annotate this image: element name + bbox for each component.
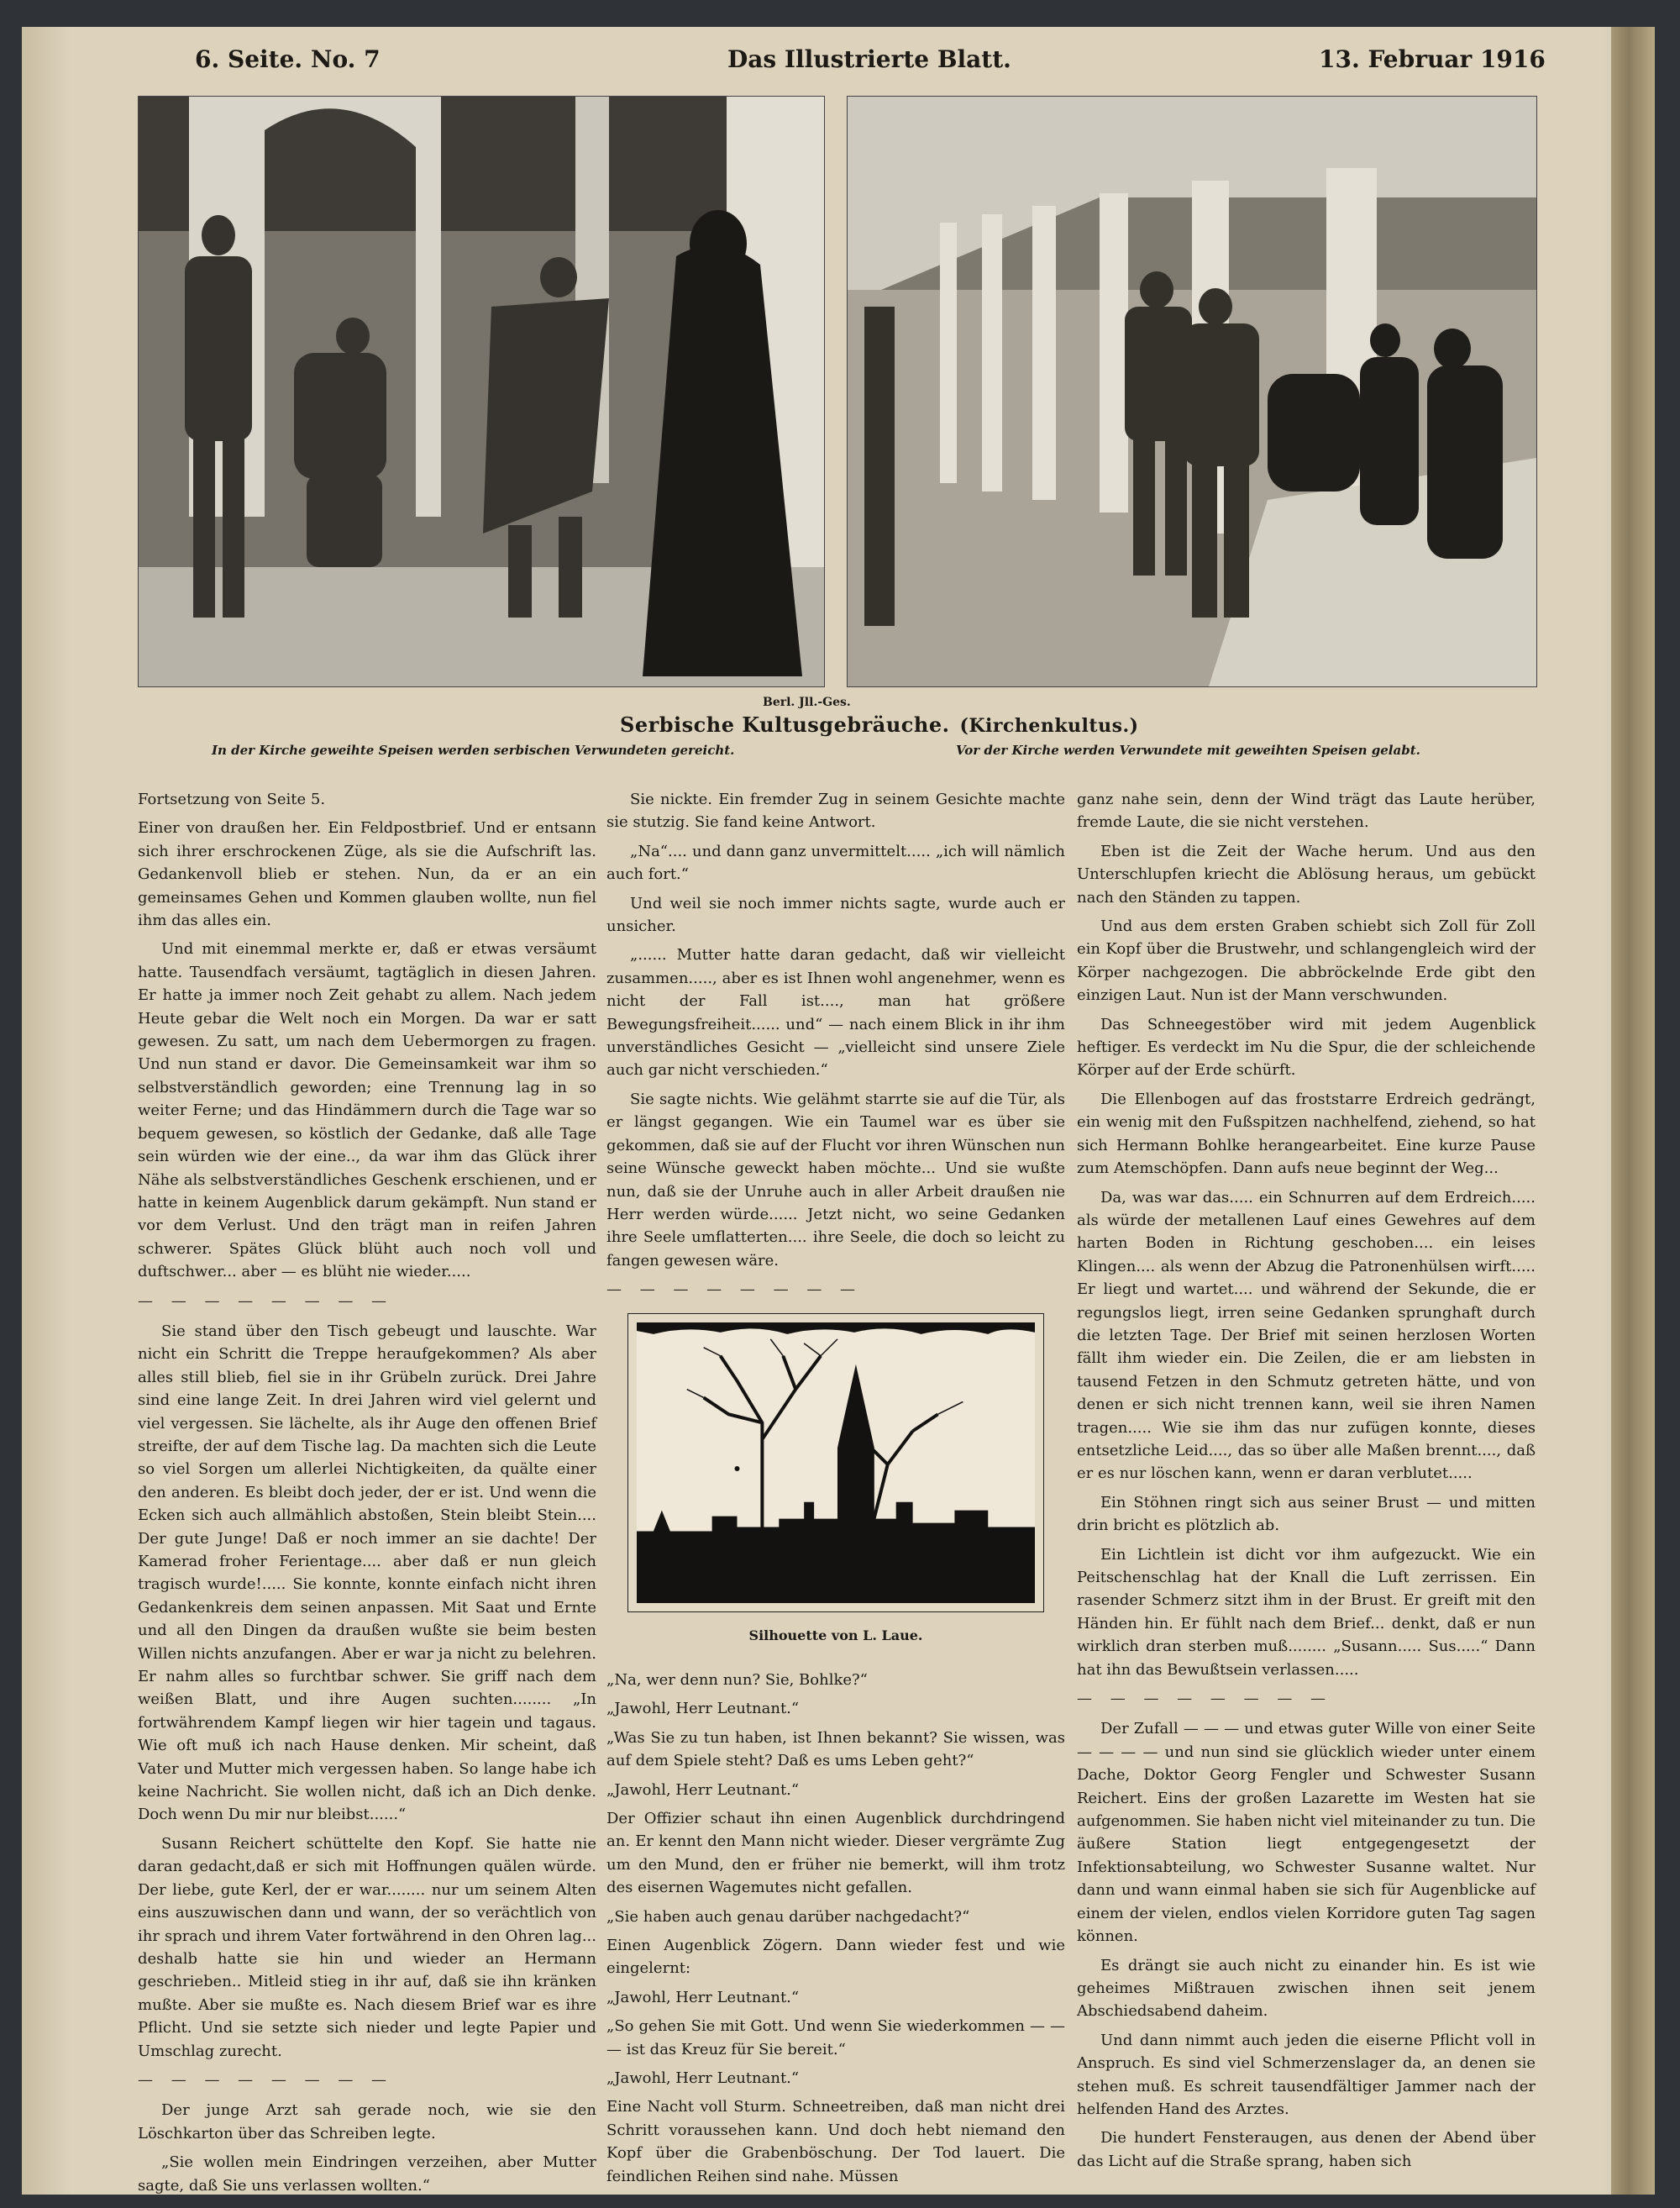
paragraph: Einen Augenblick Zögern. Dann wieder fest und wie eingelernt: [606,1937,1065,1978]
page-number: 6. Seite. No. 7 [195,45,381,73]
paragraph: Der junge Arzt sah gerade noch, wie sie den Löschkarton über das Schreiben legte. [138,2101,596,2142]
paragraph: Susann Reichert schüttelte den Kopf. Sie hatte nie daran gedacht,daß er sich mit Hoffnungen quälen würde. Der liebe, gute Kerl, der er war........ nur um seinem Alten eins auszuwischen dann und wann, der so verächtlich von ihr sprach und ihrem Vater fortwährend in den Ohren lag... deshalb hatte sie hin und wieder an Hermann geschrieben.. Mitleid stieg in ihr auf, daß sie ihn kränken mußte. Aber sie mußte es. Nach diesem Brief war es ihre Pflicht. Und sie setzte sich nieder und legte Papier und Umschlag zurecht. [138,1834,596,2060]
binding-edge [1611,27,1655,2195]
paragraph: ganz nahe sein, denn der Wind trägt das Laute herüber, fremde Laute, die sie nicht verstehen. [1077,791,1536,832]
continuation-note: Fortsetzung von Seite 5. [138,791,326,808]
silhouette-cityscape [637,1322,1035,1603]
newspaper-title: Das Illustrierte Blatt. [727,45,1011,73]
paragraph: Ein Lichtlein ist dicht vor ihm aufgezuckt. Wie ein Peitschenschlag hat der Knall die Luft zerrissen. Ein rasender Schmerz sitzt ihm in der Brust. Er greift mit den Händen hin. Er fühlt nach dem Brief... denkt, daß er nun wirklich dran sterben muß........ „Susann..... Sus.....“ Dann hat ihn das Bewußtsein verlassen..... [1077,1545,1536,1679]
issue-date: 13. Februar 1916 [1319,45,1546,73]
caption-title-text: Serbische Kultusgebräuche. [620,712,950,737]
photo-right-illustration [848,97,1536,686]
paragraph: Eben ist die Zeit der Wache herum. Und aus den Unterschlupfen kriecht die Ablösung heraus, um gebückt nach den Ständen zu tappen. [1077,842,1536,907]
paragraph: Sie nickte. Ein fremder Zug in seinem Gesichte machte sie stutzig. Sie fand keine Antwort. [606,791,1065,832]
paragraph: Die Ellenbogen auf das froststarre Erdreich gedrängt, ein wenig mit den Fußspitzen nachhelfend, ziehend, so hat sich Hermann Bohlke herangearbeitet. Eine kurze Pause zum Atemschöpfen. Dann aufs neue beginnt der Weg... [1077,1090,1536,1178]
silhouette-caption: Silhouette von L. Laue. [748,1627,923,1643]
caption-subtitle: (Kirchenkultus.) [959,715,1139,737]
dialogue-line: „Was Sie zu tun haben, ist Ihnen bekannt? Sie wissen, was auf dem Spiele steht? Daß es ums Leben geht?“ [606,1728,1065,1770]
newspaper-page [22,27,1655,2195]
dialogue-line: „Jawohl, Herr Leutnant.“ [606,1780,800,1799]
section-separator: — — — — — — — — [138,2070,394,2089]
paragraph: Einer von draußen her. Ein Feldpostbrief. Und er entsann sich ihrer erschrockenen Züge, als sie die Aufschrift las. Gedankenvoll blieb er stehen. Nun, da er an ein gemeinsames Gehen und Kommen glauben wollte, nun fiel ihm das alles ein. [138,819,596,930]
dialogue-line: „Sie haben auch genau darüber nachgedacht?“ [606,1907,970,1926]
photo-church-interior [138,96,825,687]
paragraph: Und aus dem ersten Graben schiebt sich Zoll für Zoll ein Kopf über die Brustwehr, und schlangengleich wird der Körper nachgezogen. Die abbröckelnde Erde gibt den einzigen Laut. Nun ist der Mann verschwunden. [1077,917,1536,1005]
paragraph: Da, was war das..... ein Schnurren auf dem Erdreich..... als würde der metallenen Lauf eines Gewehres auf dem harten Boden in Richtung geschoben.... ein leises Klingen.... als wenn der Abzug die Patronenhülsen wirft..... Er liegt und wartet.... und während der Sekunde, die er regungslos liegt, irren seine Gedanken sprunghaft durch die letzten Tage. Der Brief mit seinen herzlosen Worten fällt ihm wieder ein. Die Zeilen, die er am liebsten in tausend Fetzen in den Schmutz getreten hätte, und von denen er sich nicht trennen kann, weil sie ihren Namen tragen..... Wie sie ihm das nur zufügen konnte, dieses entsetzliche Leid...., das so über alle Maßen brennt...., daß er es nur löschen kann, wenn er daran verblutet..... [1077,1188,1536,1483]
paragraph: Sie sagte nichts. Wie gelähmt starrte sie auf die Tür, als er längst gegangen. Wie ein Taumel war es über sie gekommen, daß sie auf der Flucht vor ihren Wünschen nun seine Wünsche geweckt haben möchte... Und sie wußte nun, daß sie der Unruhe auch in aller Arbeit draußen nie Herr werden würde...... Jetzt nicht, wo seine Gedanken ihre Seele umflatterten.... ihre Seele, die doch so leicht zu fangen gewesen wäre. [606,1090,1065,1270]
paragraph: Und mit einemmal merkte er, daß er etwas versäumt hatte. Tausendfach versäumt, tagtäglich in diesen Jahren. Er hatte ja immer noch Zeit gehabt zu allem. Nach jedem Heute gebar die Welt noch ein Morgen. Da war er satt gewesen. Zu satt, um nach dem Uebermorgen zu fragen. Und nun stand er davor. Die Gemeinsamkeit war ihm so selbstverständlich geworden; eine Trennung lag in so weiter Ferne; und das Hindämmern durch die Tage war so bequem gewesen, so köstlich der Gedanke, daß alle Tage sein würden wie der eine.., da war ihm das Glück ihrer Nähe als selbstverständliches Geschenk erschienen, und er hatte in keinem Augenblick darum gekämpft. Nun stand er vor dem Verlust. Und den trägt man in reifen Jahren schwerer. Spätes Glück blüht auch noch voll und duftschwer... aber — es blüht nie wieder..... [138,940,596,1281]
paragraph: Die hundert Fensteraugen, aus denen der Abend über das Licht auf die Straße sprang, haben sich [1077,2129,1536,2170]
section-separator: — — — — — — — — [606,1280,863,1299]
paragraph: Der Offizier schaut ihn einen Augenblick durchdringend an. Er kennt den Mann nicht wieder. Dieser vergrämte Zug um den Mund, den er früher nie bemerkt, will ihm trotz des eisernen Wagemutes nicht gefallen. [606,1809,1065,1897]
dialogue-line: „Jawohl, Herr Leutnant.“ [606,2069,800,2088]
paragraph: Der Zufall — — — und etwas guter Wille von einer Seite — — — — und nun sind sie glücklich wieder unter einem Dache, Doktor Georg Fengler und Schwester Susann Reichert. Eins der großen Lazarette im Westen hat sie aufgenommen. Sie haben nicht viel miteinander zu tun. Die äußere Station liegt entgegengesetzt der Infektionsabteilung, wo Schwester Susanne waltet. Nur dann und wann einmal haben sie sich für Augenblicke auf einem der vielen, endlos vielen Korridore guten Tag sagen können. [1077,1720,1536,1946]
silhouette-illustration [627,1313,1044,1612]
paragraph: „...... Mutter hatte daran gedacht, daß wir vielleicht zusammen....., aber es ist Ihnen wohl angenehmer, wenn es nicht der Fall ist...., man hat größere Bewegungsfreiheit...... und“ — nach einem Blick in ihr ihm unverständliches Gesicht — „vielleicht sind unsere Ziele auch gar nicht verschieden.“ [606,946,1065,1080]
paragraph: Sie stand über den Tisch gebeugt und lauschte. War nicht ein Schritt die Treppe heraufgekommen? Als aber alles still blieb, fiel sie in ihr Grübeln zurück. Drei Jahre sind eine lange Zeit. In drei Jahren wird viel gelernt und viel vergessen. Sie lächelte, als ihr Auge den offenen Brief streifte, der auf dem Tische lag. Da machten sich die Leute so viel Sorgen um allerlei Nichtigkeiten, da quälte einer den anderen. Es bleibt doch jeder, der er ist. Und wenn die Ecken sich auch allmählich abstoßen, Stein bleibt Stein.... Der gute Junge! Daß er noch immer an sie dachte! Der Kamerad froher Ferientage.... aber daß er nun gleich tragisch wurde!..... Sie konnte, konnte einfach nicht ihren Gedankenkreis dem seinen anpassen. Mit Saat und Ernte und all den Dingen da draußen wußte sie beim besten Willen nichts anzufangen. Aber er war ja nicht zu belehren. Er nahm alles so furchtbar schwer. Sie griff nach dem weißen Blatt, und ihre Augen suchten........ „In fortwährendem Kampf liegen wir hier tagein und tagaus. Wie oft muß ich nach Hause denken. Mir scheint, daß Vater und Mutter mich vergessen haben. So lange habe ich keine Nachricht. Sie wollen nicht, daß ich an Dich denke. Doch wenn Du mir nur bleibst......“ [138,1322,596,1824]
dialogue-line: „Na, wer denn nun? Sie, Bohlke?“ [606,1670,868,1689]
paragraph: „Na“.... und dann ganz unvermittelt..... „ich will nämlich auch fort.“ [606,842,1065,884]
photo-caption-title [620,712,1139,737]
paragraph: Das Schneegestöber wird mit jedem Augenblick heftiger. Es verdeckt im Nu die Spur, die der schleichende Körper auf der Erde schürft. [1077,1015,1536,1080]
paragraph: Und dann nimmt auch jeden die eiserne Pflicht voll in Anspruch. Es sind viel Schmerzenslager da, an denen sie stehen muß. Es schreit tausendfältiger Jammer nach der helfenden Hand des Arztes. [1077,2031,1536,2118]
paragraph: Eine Nacht voll Sturm. Schneetreiben, daß man nicht drei Schritt voraussehen kann. Und doch hebt niemand den Kopf über die Grabenböschung. Der Tod lauert. Die feindlichen Reihen sind nahe. Müssen [606,2098,1065,2185]
paragraph: „Sie wollen mein Eindringen verzeihen, aber Mutter sagte, daß Sie uns verlassen wollten.“ [138,2153,596,2195]
text-column-3 [1077,788,1536,2179]
dialogue-line: „Jawohl, Herr Leutnant.“ [606,1700,800,1718]
paragraph: Ein Stöhnen ringt sich aus seiner Brust — und mitten drin bricht es plötzlich ab. [1077,1493,1536,1535]
section-separator: — — — — — — — — [138,1291,394,1310]
caption-right-photo: Vor der Kirche werden Verwundete mit geweihten Speisen gelabt. [956,743,1420,758]
photo-credit: Berl. Jll.-Ges. [763,696,851,709]
text-column-2 [606,788,1065,2194]
masthead [22,45,1655,79]
section-separator: — — — — — — — — [1077,1690,1333,1708]
dialogue-line: „Jawohl, Herr Leutnant.“ [606,1988,800,2006]
photo-left-illustration [139,97,824,686]
dialogue-line: „So gehen Sie mit Gott. Und wenn Sie wiederkommen — — — ist das Kreuz für Sie bereit.“ [606,2017,1065,2058]
paragraph: Und weil sie noch immer nichts sagte, wurde auch er unsicher. [606,894,1065,936]
caption-left-photo: In der Kirche geweihte Speisen werden serbischen Verwundeten gereicht. [212,743,735,758]
text-column-1 [138,788,596,2195]
paragraph: Es drängt sie auch nicht zu einander hin. Es ist wie geheimes Mißtrauen zwischen ihnen seit jenem Abschiedsabend daheim. [1077,1956,1536,2021]
photo-church-portico [847,96,1537,687]
